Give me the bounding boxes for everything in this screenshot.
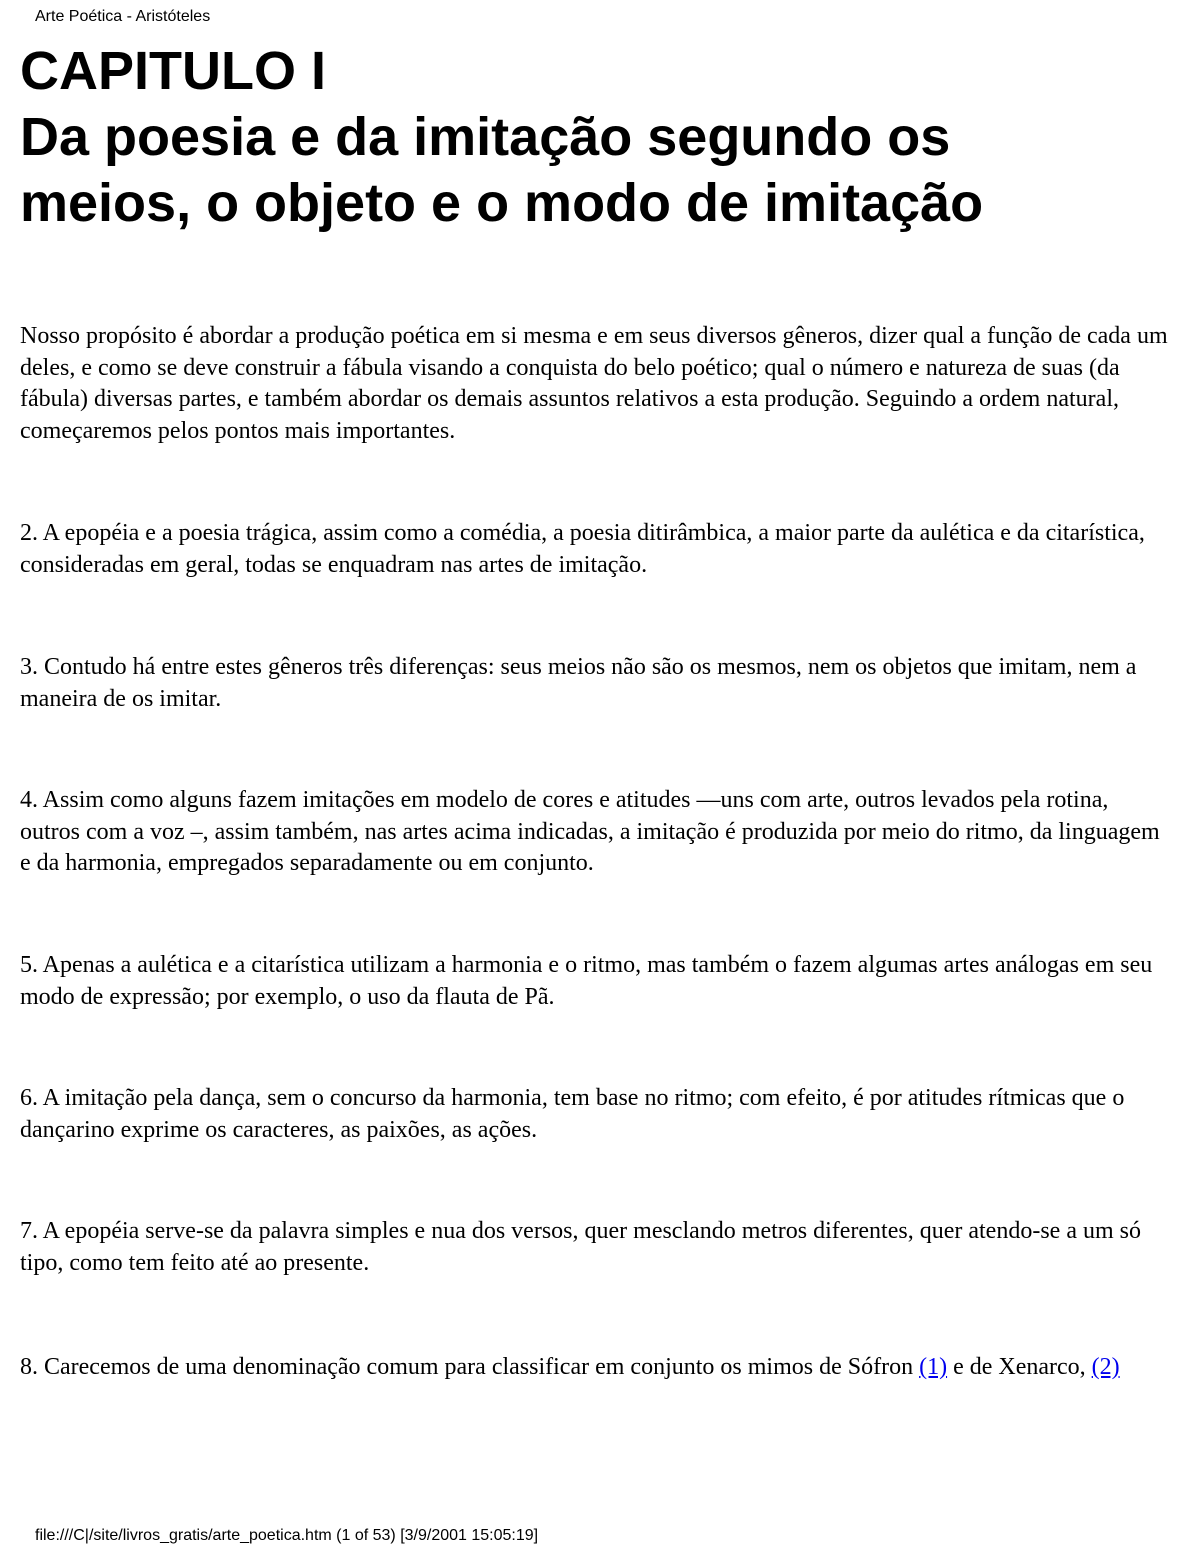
- paragraph-7: 7. A epopéia serve-se da palavra simples e nua dos versos, quer mesclando metros diferentes, quer atendo-se a um só tipo, como tem feito até ao presente.: [20, 1218, 1141, 1276]
- paragraph-4: 4. Assim como alguns fazem imitações em modelo de cores e atitudes —uns com arte, outros levados pela rotina, outros com a voz –, assim também, nas artes acima indicadas, a imitação é produzida por meio do ritmo, da linguagem e da harmonia, empregados separadamente ou em conjunto.: [20, 787, 1160, 876]
- chapter-title-line-1: Da poesia e da imitação segundo os: [20, 107, 951, 167]
- paragraph-2: 2. A epopéia e a poesia trágica, assim como a comédia, a poesia ditirâmbica, a maior parte da aulética e da citarística, consideradas em geral, todas se enquadram nas artes de imitação.: [20, 520, 1145, 578]
- paragraph-5: 5. Apenas a aulética e a citarística utilizam a harmonia e o ritmo, mas também o fazem algumas artes análogas em seu modo de expressão; por exemplo, o uso da flauta de Pã.: [20, 952, 1153, 1010]
- paragraph-8-text-start: 8. Carecemos de uma denominação comum para classificar em conjunto os mimos de Sófron: [20, 1354, 920, 1380]
- paragraph-8-text-middle: e de Xenarco,: [947, 1354, 1092, 1380]
- running-header: Arte Poética - Aristóteles: [35, 8, 211, 25]
- chapter-title-line-2: meios, o objeto e o modo de imitação: [20, 173, 984, 233]
- paragraph-3: 3. Contudo há entre estes gêneros três diferenças: seus meios não são os mesmos, nem os objetos que imitam, nem a maneira de os imitar.: [20, 654, 1137, 712]
- file-info-footer: file:///C|/site/livros_gratis/arte_poetica.htm (1 of 53) [3/9/2001 15:05:19]: [35, 1527, 539, 1544]
- paragraph-8: [20, 1350, 1170, 1385]
- footnote-link-2[interactable]: (2): [1091, 1354, 1120, 1380]
- chapter-heading: [20, 38, 983, 236]
- chapter-number: CAPITULO I: [20, 41, 326, 101]
- footnote-link-1[interactable]: (1): [919, 1354, 948, 1380]
- paragraph-1: Nosso propósito é abordar a produção poética em si mesma e em seus diversos gêneros, dizer qual a função de cada um deles, e como se deve construir a fábula visando a conquista do belo poético; qual o número e natureza de suas (da fábula) diversas partes, e também abordar os demais assuntos relativos a esta produção. Seguindo a ordem natural, começaremos pelos pontos mais importantes.: [20, 323, 1168, 444]
- paragraph-6: 6. A imitação pela dança, sem o concurso da harmonia, tem base no ritmo; com efeito, é por atitudes rítmicas que o dançarino exprime os caracteres, as paixões, as ações.: [20, 1085, 1125, 1143]
